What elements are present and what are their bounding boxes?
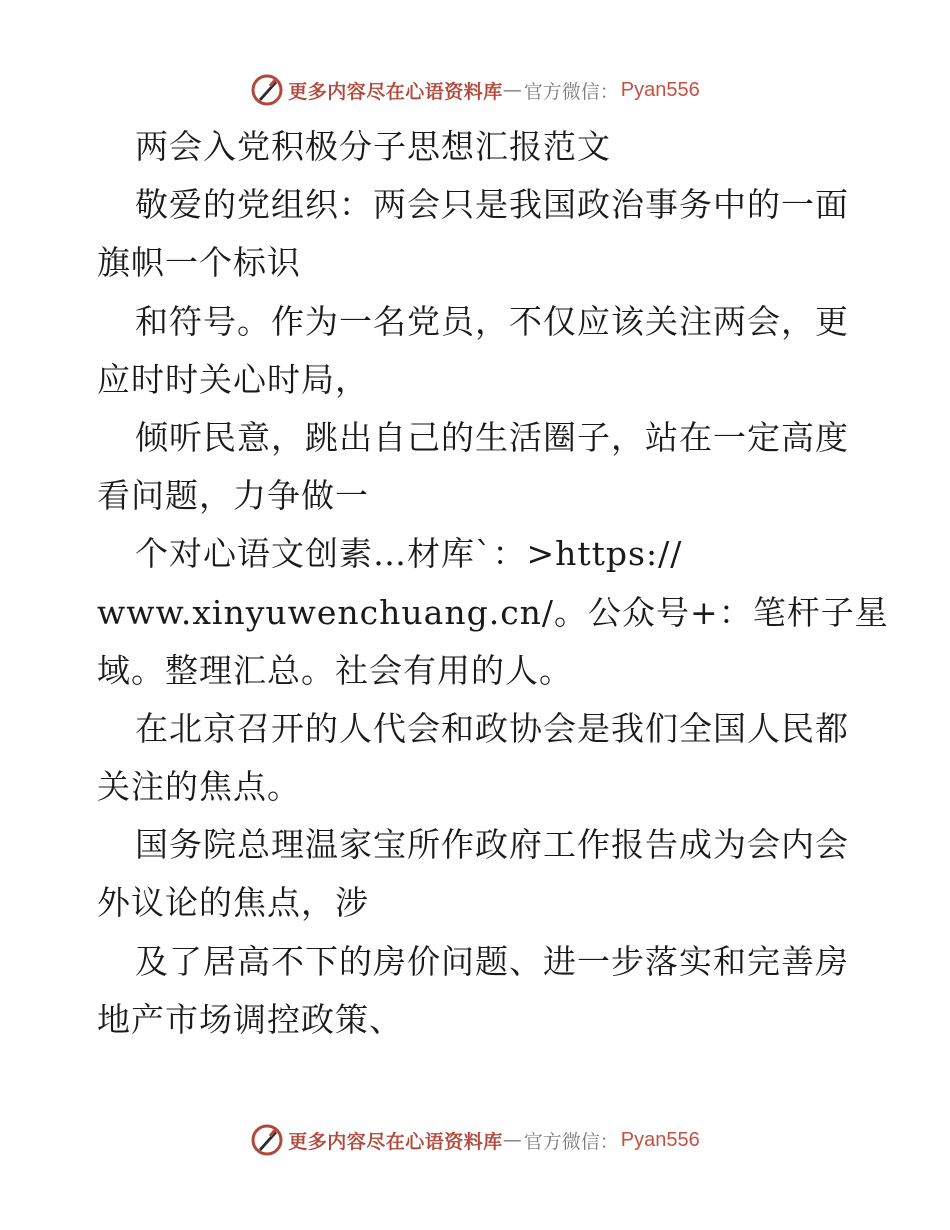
doc-line: 应时时关心时局， [97,359,369,399]
doc-line: 国务院总理温家宝所作政府工作报告成为会内会 [135,825,849,865]
footer-banner [0,1120,950,1160]
quill-logo-icon [250,73,284,107]
doc-line: 在北京召开的人代会和政协会是我们全国人民都 [135,708,849,748]
doc-line: 域。整理汇总。社会有用的人。 [97,650,573,690]
header-banner [0,70,950,110]
doc-line-url: www.xinyuwenchuang.cn/。公众号+：笔杆子星 [97,592,889,632]
banner-separator: — [502,1129,522,1151]
quill-logo-icon [250,1123,284,1157]
banner-wechat-id: Pyan556 [620,78,700,101]
doc-line: 个对心语文创素…材库`：>https:// [135,534,683,574]
doc-line: 看问题，力争做一 [97,476,369,516]
doc-line: 及了居高不下的房价问题、进一步落实和完善房 [135,941,849,981]
document-body [97,118,889,1049]
doc-line: 关注的焦点。 [97,767,301,807]
banner-wechat-label: 官方微信： [523,80,619,103]
doc-line: 旗帜一个标识 [97,243,301,283]
doc-title: 两会入党积极分子思想汇报范文 [135,127,611,166]
doc-line: 敬爱的党组织：两会只是我国政治事务中的一面 [135,185,849,225]
banner-main-text: 更多内容尽在心语资料库 [288,80,503,103]
banner-main-text: 更多内容尽在心语资料库 [288,1130,503,1153]
banner-separator: — [502,79,522,101]
doc-line: 地产市场调控政策、 [97,999,403,1039]
banner-wechat-label: 官方微信： [523,1130,619,1153]
doc-line: 倾听民意，跳出自己的生活圈子，站在一定高度 [135,417,849,457]
doc-line: 外议论的焦点，涉 [97,883,369,923]
banner-wechat-id: Pyan556 [620,1128,700,1151]
doc-line: 和符号。作为一名党员，不仅应该关注两会，更 [135,301,849,341]
